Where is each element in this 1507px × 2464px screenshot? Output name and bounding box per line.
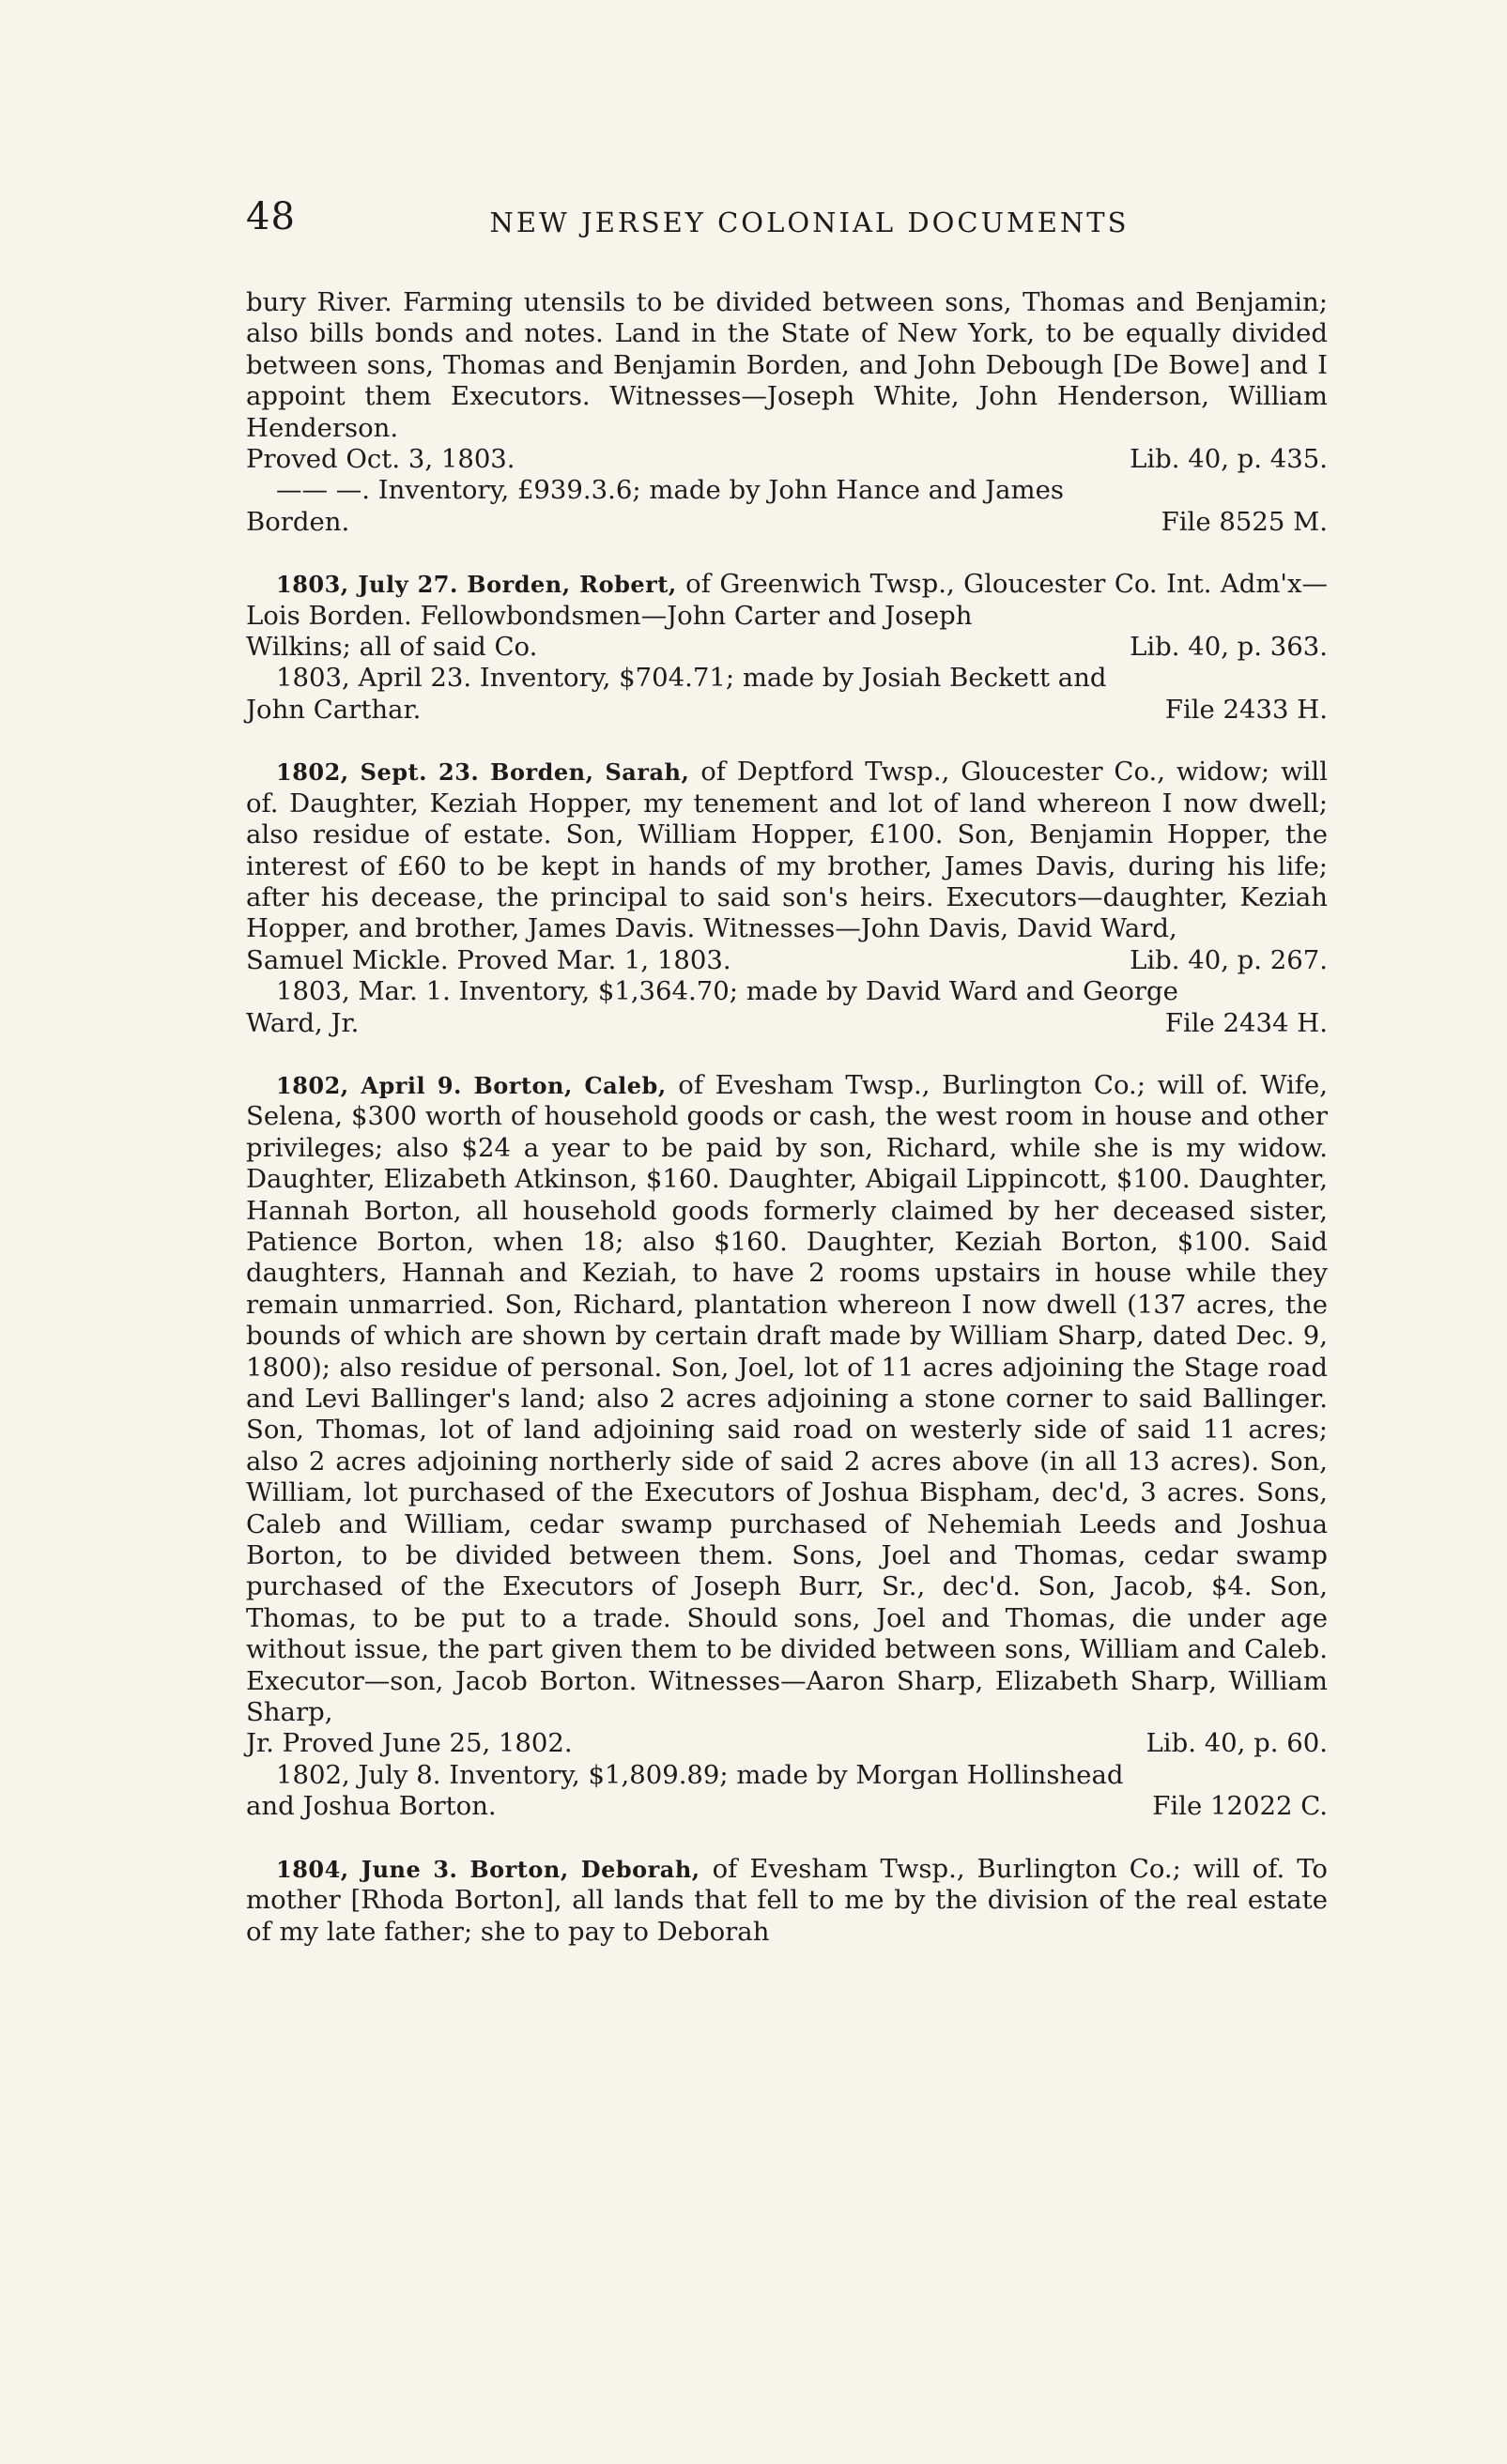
entry-text: of Greenwich Twsp., Gloucester Co. Int. Adm'x—Lois Borden. Fellowbondsmen—John Carter and Joseph	[246, 569, 1329, 631]
file-reference: File 2434 H.	[1164, 1007, 1328, 1038]
entry-date: 1802, April 9.	[276, 1071, 462, 1099]
entry-text: of Evesham Twsp., Burlington Co.; will of. To mother [Rhoda Borton], all lands that fell to me by the division of the real estate of my late father; she to pay to Deborah	[246, 1853, 1328, 1947]
proved-text: Proved Oct. 3, 1803.	[246, 444, 515, 475]
inventory-tail: Ward, Jr.	[246, 1007, 360, 1038]
entry-name: Borden, Robert,	[467, 571, 677, 599]
file-reference: File 12022 C.	[1152, 1791, 1328, 1822]
entry-borton-deborah	[246, 1854, 1328, 1948]
entry-paragraph	[246, 569, 1328, 632]
entry-text-tail: Jr. Proved June 25, 1802.	[246, 1728, 573, 1759]
entry-borden-robert	[246, 569, 1328, 726]
inventory-text: 1803, Mar. 1. Inventory, $1,364.70; made by David Ward and George	[276, 976, 1178, 1007]
inventory-tail: Borden.	[246, 506, 350, 537]
inventory-tail: John Carthar.	[246, 694, 422, 725]
entry-date: 1804, June 3.	[276, 1855, 458, 1883]
entry-date: 1802, Sept. 23.	[276, 758, 480, 787]
entry-borton-caleb	[246, 1070, 1328, 1823]
entry-paragraph	[246, 757, 1328, 944]
entry-date: 1803, July 27.	[276, 571, 458, 599]
page-body	[246, 287, 1328, 1948]
inventory-text: —— —. Inventory, £939.3.6; made by John Hance and James	[276, 475, 1064, 506]
entry-text: of Deptford Twsp., Gloucester Co., widow; will of. Daughter, Keziah Hopper, my tenement and lot of land whereon I now dwell; also residue of estate. Son, William Hopper, £100. Son, Benjamin Hopper, the interest of £60 to be kept in hands of my brother, James Davis, during his life; after his decease, the principal to said son's heirs. Executors—daughter, Keziah Hopper, and brother, James Davis. Witnesses—John Davis, David Ward,	[246, 757, 1329, 944]
entry-text-tail: Samuel Mickle. Proved Mar. 1, 1803.	[246, 944, 731, 975]
entry-text: bury River. Farming utensils to be divided between sons, Thomas and Benjamin; also bills bonds and notes. Land in the State of New York, to be equally divided between sons, Thomas and Benjamin Borden, and John Debough [De Bowe] and I appoint them Executors. Witnesses—Joseph White, John Henderson, William Henderson.	[246, 287, 1328, 443]
lib-reference: Lib. 40, p. 60.	[1146, 1728, 1328, 1759]
entry-name: Borden, Sarah,	[490, 758, 690, 787]
entry-paragraph	[246, 1854, 1328, 1948]
lib-reference: Lib. 40, p. 435.	[1130, 444, 1328, 475]
lib-reference: Lib. 40, p. 267.	[1130, 944, 1328, 975]
entry-borden-sarah	[246, 757, 1328, 1039]
file-line	[246, 695, 1328, 726]
file-reference: File 2433 H.	[1164, 694, 1328, 725]
running-head: NEW JERSEY COLONIAL DOCUMENTS	[489, 207, 1130, 238]
entry-text: of Evesham Twsp., Burlington Co.; will of. Wife, Selena, $300 worth of household goods or cash, the west room in house and other privileges; also $24 a year to be paid by son, Richard, while she is my widow. Daughter, Elizabeth Atkinson, $160. Daughter, Abigail Lippincott, $100. Daughter, Hannah Borton, all household goods formerly claimed by her deceased sister, Patience Borton, when 18; also $160. Daughter, Keziah Borton, $100. Said daughters, Hannah and Keziah, to have 2 rooms upstairs in house while they remain unmarried. Son, Richard, plantation whereon I now dwell (137 acres, the bounds of which are shown by certain draft made by William Sharp, dated Dec. 9, 1800); also residue of personal. Son, Joel, lot of 11 acres adjoining the Stage road and Levi Ballinger's land; also 2 acres adjoining a stone corner to said Ballinger. Son, Thomas, lot of land adjoining said road on westerly side of said 11 acres; also 2 acres adjoining northerly side of said 2 acres above (in all 13 acres). Son, William, lot purchased of the Executors of Joshua Bispham, dec'd, 3 acres. Sons, Caleb and William, cedar swamp purchased of Nehemiah Leeds and Joshua Borton, to be divided between them. Sons, Joel and Thomas, cedar swamp purchased of the Executors of Joseph Burr, Sr., dec'd. Son, Jacob, $4. Son, Thomas, to be put to a trade. Should sons, Joel and Thomas, die under age without issue, the part given them to be divided between sons, William and Caleb. Executor—son, Jacob Borton. Witnesses—Aaron Sharp, Elizabeth Sharp, William Sharp,	[246, 1069, 1329, 1728]
inventory-text: 1803, April 23. Inventory, $704.71; made by Josiah Beckett and	[276, 663, 1107, 694]
entry-name: Borton, Deborah,	[469, 1855, 700, 1883]
file-line	[246, 1008, 1328, 1039]
inventory-text: 1802, July 8. Inventory, $1,809.89; made by Morgan Hollinshead	[276, 1759, 1124, 1790]
inventory-tail: and Joshua Borton.	[246, 1791, 497, 1822]
page-number: 48	[246, 195, 296, 238]
citation-line	[246, 444, 1328, 475]
continued-entry	[246, 287, 1328, 538]
entry-paragraph	[246, 1070, 1328, 1729]
entry-text-tail: Wilkins; all of said Co.	[246, 632, 538, 663]
citation-line	[246, 632, 1328, 663]
lib-reference: Lib. 40, p. 363.	[1130, 632, 1328, 663]
file-reference: File 8525 M.	[1161, 506, 1328, 537]
file-line	[246, 507, 1328, 538]
file-line	[246, 1791, 1328, 1822]
citation-line	[246, 1728, 1328, 1759]
page-header	[246, 195, 1335, 252]
citation-line	[246, 945, 1328, 976]
entry-name: Borton, Caleb,	[473, 1071, 667, 1099]
